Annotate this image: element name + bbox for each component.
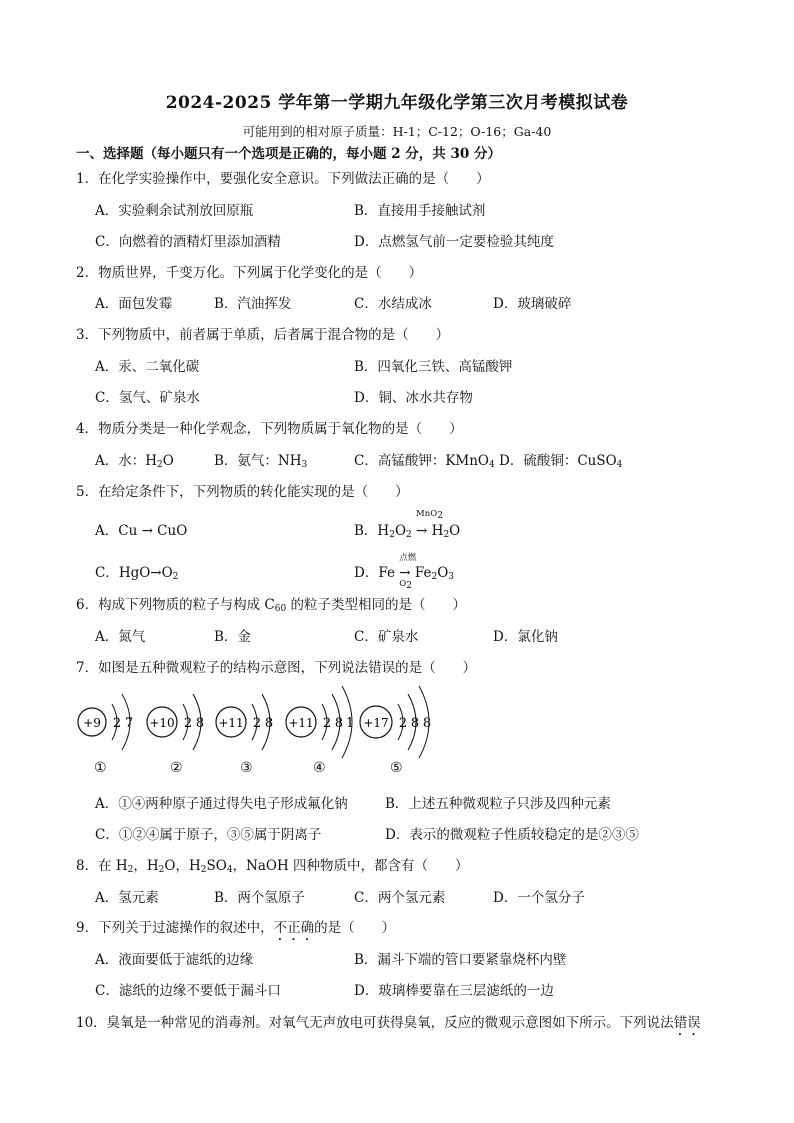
- q7-option-c: C．①②④属于原子，③⑤属于阴离子: [95, 827, 322, 843]
- atom-4-shell-3: 1: [345, 716, 355, 731]
- atom-2-shell-2: 8: [195, 716, 205, 731]
- q5-option-d: D．Fe 点燃 → $O_2$ $Fe_2O_3$: [354, 553, 455, 591]
- q4-option-c: C．高锰酸钾：KMnO$_4$: [354, 453, 495, 470]
- atom-1-shell-1: 2: [112, 716, 122, 731]
- atom-1-nucleus: +9: [83, 716, 101, 730]
- question-7-stem: 7．如图是五种微观粒子的结构示意图，下列说法错误的是（ ）: [76, 660, 477, 676]
- atom-5-nucleus: +17: [363, 716, 389, 730]
- q9-option-b: B．漏斗下端的管口要紧靠烧杯内壁: [354, 952, 567, 968]
- atom-2: [147, 694, 204, 750]
- atom-3-shell-1: 2: [252, 716, 262, 731]
- atom-1-shell-2: 7: [124, 716, 134, 731]
- q9-option-d: D．玻璃棒要靠在三层滤纸的一边: [354, 983, 554, 999]
- q4-option-d: D．硫酸铜：CuSO$_4$: [499, 453, 623, 470]
- atom-structure-diagram: [76, 680, 456, 760]
- q7-option-b: B．上述五种微观粒子只涉及四种元素: [385, 796, 611, 812]
- q5-option-b: B．$H_2O_2$ MnO$_2$ → $H_2O$: [354, 509, 461, 540]
- q2-option-a: A．面包发霉: [95, 296, 173, 312]
- atom-2-shell-1: 2: [183, 716, 193, 731]
- q1-option-b: B．直接用手接触试剂: [354, 203, 486, 219]
- atom-4-shell-2: 8: [334, 716, 344, 731]
- q6-option-c: C．矿泉水: [354, 629, 419, 645]
- question-9-stem: 9．下列关于过滤操作的叙述中，不正确的是（ ）: [76, 920, 396, 936]
- atom-5-label: ⑤: [390, 760, 403, 776]
- question-10-stem: 10．臭氧是一种常见的消毒剂。对氧气无声放电可获得臭氧，反应的微观示意图如下所示。下列说法错误: [76, 1015, 701, 1031]
- q4-option-a: A．水：$H_2O$: [95, 453, 174, 470]
- atom-1-label: ①: [94, 760, 107, 776]
- q5-option-c: C．$HgO\to O_2$: [95, 565, 179, 582]
- q2-option-c: C．水结成冰: [354, 296, 432, 312]
- q8-option-a: A．氢元素: [95, 890, 159, 906]
- q8-option-d: D．一个氢分子: [493, 890, 585, 906]
- question-8-stem: 8．在 $H_2$，$H_2O$，$H_2SO_4$，NaOH 四种物质中，都含有（ ）: [76, 858, 469, 875]
- q7-option-a: A．①④两种原子通过得失电子形成氟化钠: [95, 796, 348, 812]
- atom-3-label: ③: [240, 760, 253, 776]
- section-heading: 一、选择题（每小题只有一个选项是正确的，每小题 2 分，共 30 分）: [76, 146, 501, 162]
- q6-option-b: B．金: [214, 629, 251, 645]
- question-1-stem: 1．在化学实验操作中，要强化安全意识。下列做法正确的是（ ）: [76, 171, 490, 187]
- atomic-mass-note: 可能用到的相对原子质量：H-1；C-12；O-16；Ga-40: [242, 124, 552, 139]
- atom-2-label: ②: [170, 760, 183, 776]
- q2-option-b: B．汽油挥发: [214, 296, 292, 312]
- q6-option-a: A．氮气: [95, 629, 146, 645]
- q8-option-b: B．两个氢原子: [214, 890, 305, 906]
- q5-option-a: A．Cu → CuO: [95, 523, 188, 539]
- atom-3-shell-2: 8: [264, 716, 274, 731]
- q4-option-b: B．氨气：$NH_3$: [214, 453, 308, 470]
- q1-option-d: D．点燃氢气前一定要检验其纯度: [354, 234, 554, 250]
- atom-4-nucleus: +11: [288, 716, 314, 730]
- q8-option-c: C．两个氢元素: [354, 890, 446, 906]
- question-5-stem: 5．在给定条件下，下列物质的转化能实现的是（ ）: [76, 484, 409, 500]
- q1-option-a: A．实验剩余试剂放回原瓶: [95, 203, 254, 219]
- q1-option-c: C．向燃着的酒精灯里添加酒精: [95, 234, 281, 250]
- atom-3-nucleus: +11: [218, 716, 244, 730]
- q3-option-c: C．氢气、矿泉水: [95, 390, 200, 406]
- q9-option-a: A．液面要低于滤纸的边缘: [95, 952, 254, 968]
- q7-option-d: D．表示的微观粒子性质较稳定的是②③⑤: [385, 827, 639, 843]
- q3-option-d: D．铜、冰水共存物: [354, 390, 473, 406]
- q3-option-b: B．四氧化三铁、高锰酸钾: [354, 359, 513, 375]
- atom-4: [286, 686, 354, 758]
- atom-3: [216, 694, 273, 750]
- question-4-stem: 4．物质分类是一种化学观念，下列物质属于氧化物的是（ ）: [76, 421, 463, 437]
- atom-5: [360, 686, 431, 758]
- question-6-stem: 6．构成下列物质的粒子与构成 $C_{60}$ 的粒子类型相同的是（ ）: [76, 597, 466, 614]
- atom-4-label: ④: [313, 760, 326, 776]
- atom-5-shell-2: 8: [410, 716, 420, 731]
- atom-1: [78, 694, 133, 750]
- atom-4-shell-1: 2: [322, 716, 332, 731]
- exam-title: 2024-2025 学年第一学期九年级化学第三次月考模拟试卷: [165, 93, 629, 113]
- q9-option-c: C．滤纸的边缘不要低于漏斗口: [95, 983, 281, 999]
- atom-5-shell-3: 8: [422, 716, 432, 731]
- atom-2-nucleus: +10: [149, 716, 175, 730]
- emphasis-text: 不正确: [273, 920, 315, 936]
- question-2-stem: 2．物质世界，千变万化。下列属于化学变化的是（ ）: [76, 265, 423, 281]
- q6-option-d: D．氯化钠: [493, 629, 558, 645]
- question-3-stem: 3．下列物质中，前者属于单质，后者属于混合物的是（ ）: [76, 327, 450, 343]
- q2-option-d: D．玻璃破碎: [493, 296, 572, 312]
- emphasis-text: 错误: [673, 1015, 701, 1031]
- q3-option-a: A．汞、二氧化碳: [95, 359, 200, 375]
- atom-5-shell-1: 2: [398, 716, 408, 731]
